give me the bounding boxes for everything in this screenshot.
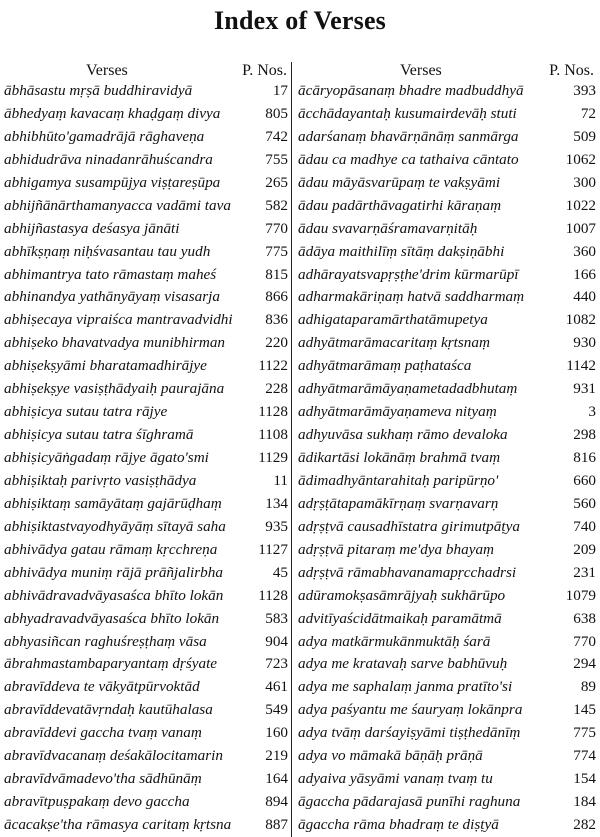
index-entry [297, 814, 596, 837]
index-entry [4, 126, 291, 149]
verse-text: ācāryopāsanaṃ bhadre madbuddhyā [298, 82, 524, 99]
index-entry [4, 745, 291, 768]
verse-text: abravīddevi gaccha tvaṃ vanaṃ [4, 724, 202, 742]
index-entry [4, 470, 291, 493]
index-entry [4, 195, 291, 218]
page-number: 440 [573, 288, 596, 306]
page-number: 184 [573, 793, 596, 811]
page-number: 815 [265, 265, 288, 283]
page-number: 17 [272, 82, 288, 99]
index-entry [297, 401, 596, 424]
index-entry [297, 218, 596, 241]
verse-text: abhiṣicya sutau tatra śīghramā [4, 426, 194, 444]
verse-text: adyaiva yāsyāmi vanaṃ tvaṃ tu [298, 770, 493, 788]
page-number: 904 [265, 632, 288, 650]
verse-text: abhinandya yathānyāyaṃ visasarja [4, 288, 220, 306]
verse-text: abhiṣicya sutau tatra rājye [4, 403, 168, 421]
index-entry [4, 608, 291, 631]
page-number: 723 [265, 655, 288, 673]
index-entry [4, 424, 291, 447]
verse-text: ādau ca madhye ca tathaiva cāntato [298, 150, 519, 168]
verse-text: abhiṣekṣyāmi bharatamadhirājye [4, 357, 207, 375]
page-number: 89 [580, 678, 596, 696]
index-entry [297, 585, 596, 608]
page-number: 164 [265, 770, 288, 788]
index-entry [297, 195, 596, 218]
page-number: 805 [265, 104, 288, 122]
verse-text: adhārayatsvapṛṣṭhe'drim kūrmarūpī [298, 265, 519, 283]
index-entry [4, 562, 291, 585]
page-number: 1128 [258, 586, 288, 604]
verse-text: abhyadravadvāyasaśca bhīto lokān [4, 609, 220, 627]
page-number: 1079 [565, 586, 596, 604]
index-entry [4, 653, 291, 676]
page-number: 1108 [258, 426, 288, 444]
page-number: 887 [265, 816, 288, 833]
page-number: 775 [265, 242, 288, 260]
index-entry [4, 309, 291, 332]
verse-text: abhiṣiktastvayodhyāyāṃ sītayā saha [4, 517, 226, 535]
verse-text: adarśanaṃ bhavārṇānāṃ sanmārga [298, 127, 519, 145]
page-number: 154 [573, 770, 596, 788]
page-number: 231 [573, 563, 596, 581]
page-number: 294 [573, 655, 596, 673]
index-entry [297, 493, 596, 516]
page-number: 931 [573, 380, 596, 398]
page-number: 1007 [565, 219, 596, 237]
index-entry [4, 791, 291, 814]
index-entry [4, 585, 291, 608]
page-number: 282 [573, 816, 596, 833]
index-entry [4, 722, 291, 745]
verse-text: adhyātmarāmaṃ paṭhataśca [298, 357, 472, 375]
verse-text: abhiṣiktaḥ parivṛto vasiṣṭhādya [4, 471, 197, 489]
page-number: 755 [265, 150, 288, 168]
verse-text: ādau māyāsvarūpaṃ te vakṣyāmi [298, 173, 501, 191]
verse-text: abhyasiñcan raghuśreṣṭhaṃ vāsa [4, 632, 207, 650]
page-number: 3 [588, 403, 596, 421]
verse-text: ādimadhyāntarahitaḥ paripūrṇo' [298, 471, 499, 489]
verse-text: adya matkārmukānmuktāḥ śarā [298, 632, 491, 650]
verse-text: adhyātmarāmāyaṇametadadbhutaṃ [298, 380, 518, 398]
index-entry [297, 676, 596, 699]
verse-text: abhīkṣṇaṃ niḥśvasantau tau yudh [4, 242, 211, 260]
page-number: 1128 [258, 403, 288, 421]
verse-text: abravīddeva te vākyātpūrvoktād [4, 678, 200, 696]
index-entry [4, 103, 291, 126]
index-entry [297, 286, 596, 309]
verse-text: adya vo māmakā bāṇāḥ prāṇā [298, 747, 483, 765]
page-number: 770 [265, 219, 288, 237]
page-number: 360 [573, 242, 596, 260]
verse-text: abhiṣiktaṃ samāyātaṃ gajārūḍhaṃ [4, 494, 222, 512]
index-entry [297, 103, 596, 126]
page-number: 1122 [258, 357, 288, 375]
page-number: 740 [573, 517, 596, 535]
verse-text: adṛṣṭvā pitaraṃ me'dya bhayaṃ [298, 540, 495, 558]
page-number: 393 [573, 82, 596, 99]
verse-text: abravīdvacanaṃ deśakālocitamarin [4, 747, 223, 765]
verse-text: adya me kratavaḥ sarve babhūvuḥ [298, 655, 508, 673]
verse-text: ādau svavarṇāśramavarṇitāḥ [298, 219, 478, 237]
index-entry [4, 699, 291, 722]
verse-text: ābhedyaṃ kavacaṃ khaḍgaṃ divya [4, 104, 221, 122]
verse-text: abhivādya gatau rāmaṃ kṛcchreṇa [4, 540, 218, 558]
verse-text: ādāya maithilīṃ sītāṃ dakṣiṇābhi [298, 242, 505, 260]
verse-text: abhiṣeko bhavatvadya munibhirman [4, 334, 226, 352]
verse-text: adhyātmarāmāyaṇameva nityaṃ [298, 403, 497, 421]
index-entry [297, 447, 596, 470]
index-entry [297, 378, 596, 401]
page-number: 228 [265, 380, 288, 398]
verse-text: adhyuvāsa sukhaṃ rāmo devaloka [298, 426, 508, 444]
index-entry [297, 126, 596, 149]
page-number: 935 [265, 517, 288, 535]
page-number: 265 [265, 173, 288, 191]
page-number: 930 [573, 334, 596, 352]
page-number: 660 [573, 471, 596, 489]
page-number: 209 [573, 540, 596, 558]
index-entry [4, 80, 291, 103]
page-number: 11 [273, 471, 288, 489]
verse-text: adhigataparamārthatāmupetya [298, 311, 488, 329]
verse-text: adya paśyantu me śauryaṃ lokānpra [298, 701, 523, 719]
verse-text: ādikartāsi lokānāṃ brahmā tvaṃ [298, 449, 501, 466]
verse-text: adya tvāṃ darśayiṣyāmi tiṣṭhedānīṃ [298, 724, 521, 742]
left-column [4, 62, 292, 837]
index-entry [4, 264, 291, 287]
verse-text: abhijñastasya deśasya jānāti [4, 219, 180, 237]
page-number: 774 [573, 747, 596, 765]
verse-text: advitīyaścidātmaikaḥ paramātmā [298, 609, 502, 627]
index-entry [297, 722, 596, 745]
page-number: 1062 [565, 150, 596, 168]
index-entry [4, 401, 291, 424]
index-entry [297, 264, 596, 287]
page-number: 1129 [258, 449, 288, 466]
index-entry [4, 676, 291, 699]
verse-text: abravīdvāmadevo'tha sādhūnāṃ [4, 770, 202, 788]
index-entry [4, 218, 291, 241]
index-entry [297, 332, 596, 355]
index-entry [297, 653, 596, 676]
index-entry [4, 355, 291, 378]
index-entry [297, 470, 596, 493]
verse-text: ācchādayantaḥ kusumairdevāḥ stuti [298, 104, 517, 122]
index-entry [297, 149, 596, 172]
index-entry [4, 286, 291, 309]
verse-text: adya me saphalaṃ janma pratīto'si [298, 678, 513, 696]
verse-text: ācacakṣe'tha rāmasya caritaṃ kṛtsna [4, 816, 232, 833]
index-entry [4, 631, 291, 654]
verse-text: adṛṣṭvā causadhīstatra girimutpāṭya [298, 517, 520, 535]
index-entry [297, 539, 596, 562]
index-entry [297, 631, 596, 654]
verse-text: adhyātmarāmacaritaṃ kṛtsnaṃ [298, 334, 490, 352]
verse-text: adūramokṣasāmrājyaḥ sukhārūpo [298, 586, 506, 604]
verses-header: Verses [400, 62, 442, 79]
page-number: 166 [573, 265, 596, 283]
index-entry [4, 814, 291, 837]
index-entry [4, 516, 291, 539]
page-number: 866 [265, 288, 288, 306]
verse-text: āgaccha rāma bhadraṃ te diṣṭyā [298, 816, 499, 833]
page-number: 134 [265, 494, 288, 512]
index-entry [4, 241, 291, 264]
page-numbers-header: P. Nos. [242, 62, 287, 79]
page-number: 220 [265, 334, 288, 352]
verse-text: abhidudrāva ninadanrāhuścandra [4, 150, 213, 168]
right-verse-list [297, 80, 596, 837]
verse-text: abhijñānārthamanyacca vadāmi tava [4, 196, 231, 214]
index-entry [297, 791, 596, 814]
page-number: 742 [265, 127, 288, 145]
index-entry [4, 149, 291, 172]
verse-text: abhimantrya tato rāmastaṃ maheś [4, 265, 217, 283]
index-entry [297, 309, 596, 332]
index-entry [4, 539, 291, 562]
page-number: 894 [265, 793, 288, 811]
verse-text: ābhāsastu mṛṣā buddhiravidyā [4, 82, 193, 99]
verse-text: adṛṣṭvā rāmabhavanamapṛcchadrsi [298, 563, 517, 581]
verse-text: abhivādya muniṃ rājā prāñjalirbha [4, 563, 223, 581]
page-number: 300 [573, 173, 596, 191]
page-title: Index of Verses [213, 6, 386, 35]
page-number: 1127 [258, 540, 288, 558]
page-number: 72 [580, 104, 596, 122]
verse-text: āgaccha pādarajasā punīhi raghuna [298, 793, 521, 811]
index-entry [297, 516, 596, 539]
index-entry [297, 608, 596, 631]
verse-text: abhigamya susampūjya viṣṭareṣūpa [4, 173, 221, 191]
verse-text: abravīddevatāvṛndaḥ kautūhalasa [4, 701, 213, 719]
verse-text: abhiṣekṣye vasiṣṭhādyaiḥ paurajāna [4, 380, 225, 398]
index-entry [297, 699, 596, 722]
index-entry [4, 332, 291, 355]
page-number: 1142 [566, 357, 596, 375]
page-number: 583 [265, 609, 288, 627]
index-entry [297, 768, 596, 791]
index-entry [297, 172, 596, 195]
page-number: 549 [265, 701, 288, 719]
verse-text: abhivādravadvāyasaśca bhīto lokān [4, 586, 224, 604]
index-entry [297, 355, 596, 378]
page-number: 298 [573, 426, 596, 444]
page-number: 638 [573, 609, 596, 627]
verse-text: abhibhūto'gamadrājā rāghaveṇa [4, 127, 205, 145]
verse-text: abhiṣecaya vipraiśca mantravadvidhi [4, 311, 233, 329]
index-entry [297, 241, 596, 264]
verse-text: ādau padārthāvagatirhi kāraṇaṃ [298, 196, 502, 214]
verse-text: abravītpuṣpakaṃ devo gaccha [4, 793, 190, 811]
right-column [297, 62, 596, 837]
page-number: 775 [573, 724, 596, 742]
verse-text: ābrahmastambaparyantaṃ dṛśyate [4, 655, 218, 673]
page-number: 145 [573, 701, 596, 719]
page-number: 560 [573, 494, 596, 512]
page-number: 45 [272, 563, 288, 581]
page-number: 1022 [565, 196, 596, 214]
index-entry [4, 447, 291, 470]
page-number: 461 [265, 678, 288, 696]
index-entry [297, 424, 596, 447]
index-entry [297, 745, 596, 768]
index-entry [4, 768, 291, 791]
index-entry [4, 378, 291, 401]
page-number: 582 [265, 196, 288, 214]
page-number: 1082 [565, 311, 596, 329]
left-column-header [4, 62, 291, 80]
index-entry [4, 493, 291, 516]
page-number: 219 [265, 747, 288, 765]
page-numbers-header: P. Nos. [549, 62, 594, 79]
page-number: 836 [265, 311, 288, 329]
verse-text: adṛṣṭātapamākīrṇaṃ svarṇavarṇ [298, 494, 499, 512]
page-number: 160 [265, 724, 288, 742]
left-verse-list [4, 80, 291, 837]
index-entry [297, 562, 596, 585]
page-number: 816 [573, 449, 596, 466]
page-number: 770 [573, 632, 596, 650]
index-entry [297, 80, 596, 103]
right-column-header [297, 62, 596, 80]
page-number: 509 [573, 127, 596, 145]
index-entry [4, 172, 291, 195]
verse-text: abhiṣicyāṅgadaṃ rājye āgato'smi [4, 449, 209, 466]
verse-text: adharmakāriṇaṃ hatvā saddharmaṃ [298, 288, 525, 306]
verses-header: Verses [86, 62, 128, 79]
